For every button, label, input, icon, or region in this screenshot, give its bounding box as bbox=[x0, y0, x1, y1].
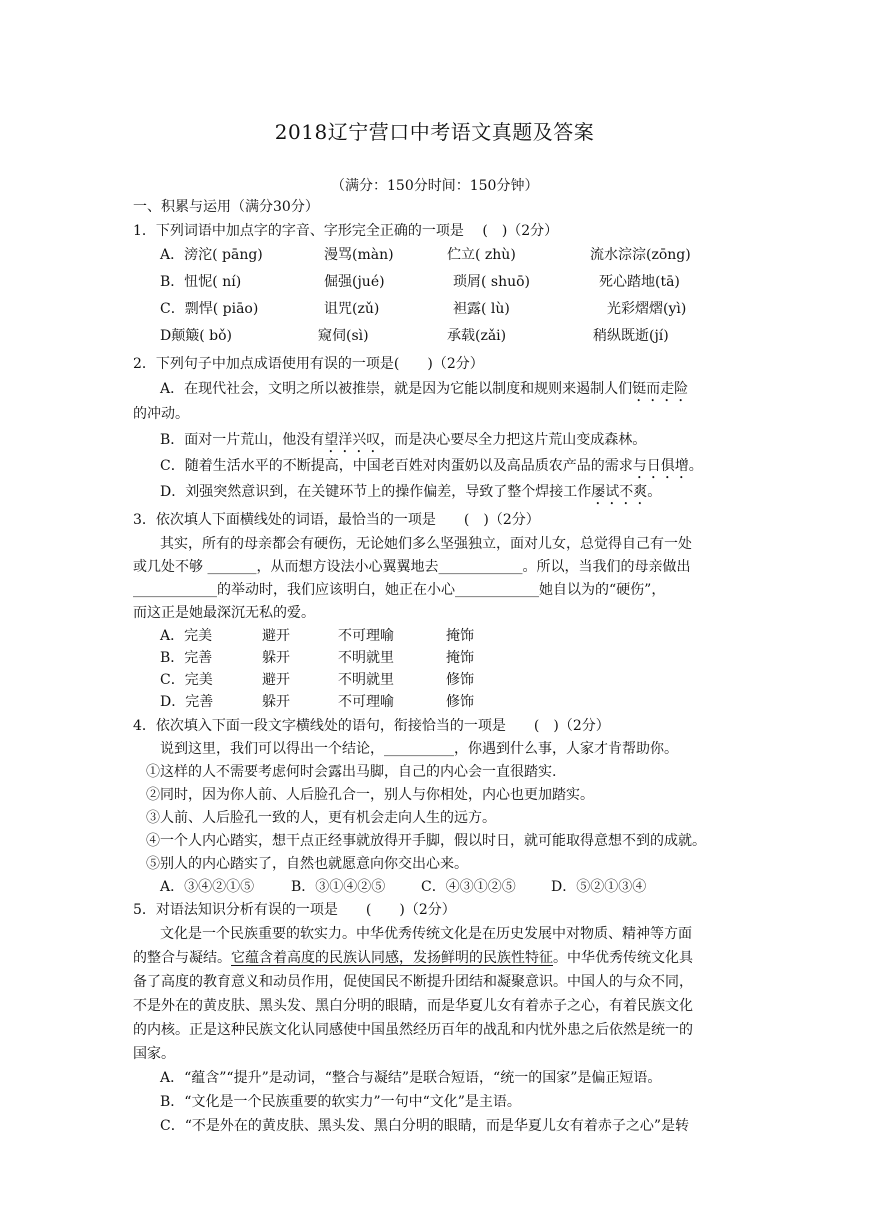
option-c-text-end: 。 bbox=[688, 458, 703, 474]
option-d-word-1: D颠簸( bǒ) bbox=[160, 328, 232, 344]
option-word: 避开 bbox=[262, 672, 290, 688]
question-4-stem: 4．依次填入下面一段文字横线处的语句，衔接恰当的一项是 ( )（2分） bbox=[133, 718, 610, 734]
section-heading: 一、积累与运用（满分30分） bbox=[133, 199, 319, 215]
question-4-lead: 说到这里，我们可以得出一个结论，__________，你遇到什么事，人家才肯帮助你。 bbox=[160, 741, 678, 757]
question-5-passage-line: 的内核。正是这种民族文化认同感使中国虽然经历百年的战乱和内忧外患之后依然是统一的 bbox=[133, 1022, 693, 1038]
question-4-sentence-1: ①这样的人不需要考虑何时会露出马脚，自己的内心会一直很踏实. bbox=[146, 764, 557, 780]
option-word: B．完善 bbox=[160, 650, 213, 666]
option-a-word-2: 漫骂(màn) bbox=[324, 247, 394, 263]
option-d-word-2: 窥伺(sì) bbox=[318, 328, 369, 344]
passage-text: 。中华优秀传统文化具 bbox=[553, 950, 693, 966]
question-5-option-b: B．“文化是一个民族重要的软实力”一句中“文化”是主语。 bbox=[160, 1094, 521, 1110]
option-b-text-end: ，而是决心要尽全力把这片荒山变成森林。 bbox=[380, 432, 647, 448]
option-word: 不明就里 bbox=[338, 672, 394, 688]
option-c-word-1: C．剽悍( piāo) bbox=[160, 301, 259, 317]
option-word: 不可理喻 bbox=[338, 694, 394, 710]
option-word: C．完美 bbox=[160, 672, 213, 688]
option-d-text: D．刘强突然意识到，在关键环节上的操作偏差，导致了整个焊接工作 bbox=[160, 484, 592, 500]
question-3-passage-line: 其实，所有的母亲都会有硬伤，无论她们多么坚强独立，面对儿女，总觉得自己有一处 bbox=[160, 536, 692, 552]
option-word: 不可理喻 bbox=[338, 628, 394, 644]
question-5-passage-line bbox=[133, 948, 693, 968]
question-5-passage-line: 国家。 bbox=[133, 1046, 175, 1062]
question-4-sentence-3: ③人前、人后脸孔一致的人，更有机会走向人生的远方。 bbox=[146, 810, 496, 826]
option-c-word-3: 袒露( lù) bbox=[453, 301, 510, 317]
question-5-passage-line: 备了高度的教育意义和动员作用，促使国民不断提升团结和凝聚意识。中国人的与众不同， bbox=[133, 974, 693, 990]
option-c-word-4: 光彩熠熠(yì) bbox=[607, 301, 687, 317]
option-a-word-4: 流水淙淙(zōng) bbox=[590, 247, 691, 263]
dotted-idiom: 铤而走险 bbox=[632, 381, 689, 397]
option-word: 掩饰 bbox=[446, 650, 474, 666]
option-word: 不明就里 bbox=[338, 650, 394, 666]
option-a-text: A．在现代社会，文明之所以被推崇，就是因为它能以制度和规则来遏制人们 bbox=[160, 381, 633, 397]
dotted-idiom: 与日俱增 bbox=[632, 458, 689, 474]
question-5-passage-line: 文化是一个民族重要的软实力。中华优秀传统文化是在历史发展中对物质、精神等方面 bbox=[160, 926, 692, 942]
option-d: D．⑤②①③④ bbox=[551, 879, 647, 895]
question-1-stem: 1．下列词语中加点字的字音、字形完全正确的一项是 ( )（2分） bbox=[133, 223, 559, 239]
option-word: 避开 bbox=[262, 628, 290, 644]
option-word: A．完美 bbox=[160, 628, 213, 644]
option-b-word-3: 琐屑( shuō) bbox=[453, 274, 531, 290]
question-3-stem: 3．依次填人下面横线处的词语，最恰当的一项是 ( )（2分） bbox=[133, 512, 540, 528]
option-word: 修饰 bbox=[446, 694, 474, 710]
option-b-word-1: B．忸怩( ní) bbox=[160, 274, 242, 290]
option-word: D．完善 bbox=[160, 694, 214, 710]
question-5-passage-line: 不是外在的黄皮肤、黑头发、黑白分明的眼睛，而是华夏儿女有着赤子之心，有着民族文化 bbox=[133, 998, 693, 1014]
passage-text: 的整合与凝结。 bbox=[133, 950, 231, 966]
question-3-passage-line: ____________的举动时，我们应该明白，她正在小心____________她自以为的“硬伤”， bbox=[133, 582, 666, 598]
option-d-text-end: 。 bbox=[647, 484, 662, 500]
option-c-text: C．随着生活水平的不断提高，中国老百姓对肉蛋奶以及高品质农产品的需求 bbox=[160, 458, 633, 474]
dotted-idiom: 望洋兴叹 bbox=[324, 432, 381, 448]
option-c: C．④③①②⑤ bbox=[421, 879, 516, 895]
option-d-word-3: 承载(zǎi) bbox=[447, 328, 507, 344]
question-2-option-b bbox=[160, 430, 646, 456]
option-a-word-1: A．滂沱( pāng) bbox=[160, 247, 263, 263]
option-b-word-2: 倔强(jué) bbox=[324, 274, 385, 290]
option-word: 躲开 bbox=[262, 650, 290, 666]
option-d-word-4: 稍纵既逝(jí) bbox=[593, 328, 669, 344]
question-2-option-a bbox=[160, 379, 688, 405]
option-word: 掩饰 bbox=[446, 628, 474, 644]
score-time-info: （满分：150分时间：150分钟） bbox=[331, 178, 539, 194]
question-5-option-a: A．“蕴含”“提升”是动词，“整合与凝结”是联合短语，“统一的国家”是偏正短语。 bbox=[160, 1070, 662, 1086]
question-5-option-c: C．“不是外在的黄皮肤、黑头发、黑白分明的眼睛，而是华夏儿女有着赤子之心”是转 bbox=[160, 1118, 690, 1134]
option-b: B．③①④②⑤ bbox=[291, 879, 386, 895]
option-a: A．③④②①⑤ bbox=[160, 879, 255, 895]
question-3-passage-line: 而这正是她最深沉无私的爱。 bbox=[133, 605, 315, 621]
question-2-stem: 2．下列句子中加点成语使用有误的一项是( )（2分） bbox=[133, 356, 484, 372]
question-2-option-c bbox=[160, 456, 703, 482]
option-b-text: B．面对一片荒山，他没有 bbox=[160, 432, 325, 448]
option-word: 躲开 bbox=[262, 694, 290, 710]
question-5-stem: 5．对语法知识分析有误的一项是 ( )（2分） bbox=[133, 902, 456, 918]
option-b-word-4: 死心踏地(tā) bbox=[599, 274, 680, 290]
dotted-idiom: 屡试不爽 bbox=[591, 484, 648, 500]
question-4-sentence-4: ④一个人内心踏实，想干点正经事就放得开手脚，假以时日，就可能取得意想不到的成就。 bbox=[146, 833, 706, 849]
underlined-sentence: 它蕴含着高度的民族认同感，发扬鲜明的民族性特征 bbox=[231, 950, 553, 966]
option-c-word-2: 诅咒(zǔ) bbox=[324, 301, 380, 317]
question-2-option-a-cont: 的冲动。 bbox=[133, 406, 189, 422]
question-4-sentence-5: ⑤别人的内心踏实了，自然也就愿意向你交出心来。 bbox=[146, 856, 468, 872]
document-title: 2018辽宁营口中考语文真题及答案 bbox=[274, 120, 595, 144]
question-3-passage-line: 或几处不够 _______，从而想方设法小心翼翼地去____________。所以，当我们的母亲做出 bbox=[133, 559, 691, 575]
option-a-word-3: 伫立( zhù) bbox=[447, 247, 516, 263]
option-word: 修饰 bbox=[446, 672, 474, 688]
question-2-option-d bbox=[160, 482, 661, 508]
question-4-sentence-2: ②同时，因为你人前、人后脸孔合一，别人与你相处，内心也更加踏实。 bbox=[146, 787, 594, 803]
